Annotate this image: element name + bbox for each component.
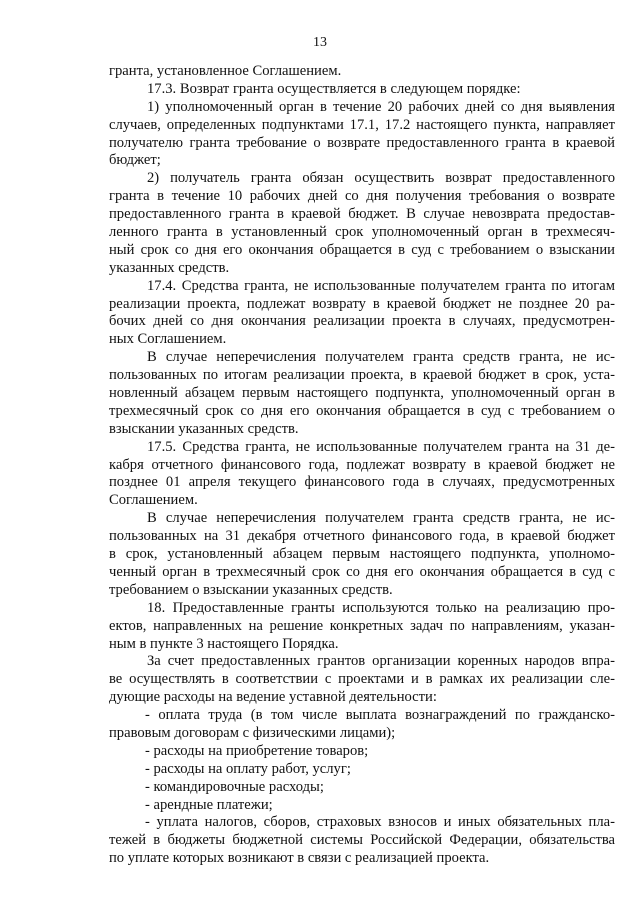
text-line: тежей в бюджеты бюджетной системы Российской Федерации, обязательства xyxy=(109,832,615,849)
text-line: предоставленного гранта в краевой бюджет. В случае невозврата предостав- xyxy=(109,206,615,223)
text-line: новленный абзацем первым настоящего подпункта, уполномоченный орган в xyxy=(109,385,615,402)
text-line: - оплата труда (в том числе выплата вознаграждений по гражданско- xyxy=(145,707,615,724)
text-line: взыскании указанных средств. xyxy=(109,420,299,437)
text-line: За счет предоставленных грантов организации коренных народов впра- xyxy=(147,653,615,670)
text-line: ный срок со дня его окончания обращается в суд с требованием о взыскании xyxy=(109,241,615,258)
text-line: - расходы на оплату работ, услуг; xyxy=(145,760,351,777)
text-line: 1) уполномоченный орган в течение 20 рабочих дней со дня выявления xyxy=(147,98,615,115)
text-line: ным в пункте 3 настоящего Порядка. xyxy=(109,635,339,652)
text-line: позднее 01 апреля текущего финансового года в случаях, предусмотренных xyxy=(109,474,615,491)
text-line: ных Соглашением. xyxy=(109,331,227,348)
text-line: ченный орган в трехмесячный срок со дня его окончания обращается в суд с xyxy=(109,563,615,580)
text-line: ектов, направленных на решение конкретных задач по направлениям, указан- xyxy=(109,617,615,634)
text-line: получателю гранта требование о возврате предоставленного гранта в краевой xyxy=(109,134,615,151)
text-line: кабря отчетного финансового года, подлежат возврату в краевой бюджет не xyxy=(109,456,615,473)
text-line: пользованных по итогам реализации проекта, в краевой бюджет в срок, уста- xyxy=(109,367,615,384)
page-number: 13 xyxy=(313,35,327,50)
text-line: трехмесячный срок со дня его окончания обращается в суд с требованием о xyxy=(109,402,615,419)
text-line: Соглашением. xyxy=(109,492,198,509)
text-line: - арендные платежи; xyxy=(145,796,273,813)
text-line: - командировочные расходы; xyxy=(145,778,324,795)
text-line: бочих дней со дня окончания реализации проекта в случаях, предусмотрен- xyxy=(109,313,615,330)
text-line: пользованных на 31 декабря отчетного финансового года, в краевой бюджет xyxy=(109,528,615,545)
text-line: правовым договорам с физическими лицами); xyxy=(109,724,396,741)
text-line: 17.3. Возврат гранта осуществляется в следующем порядке: xyxy=(147,80,521,97)
text-line: 2) получатель гранта обязан осуществить возврат предоставленного xyxy=(147,170,615,187)
text-line: ве осуществлять в соответствии с проектами и в рамках их реализации сле- xyxy=(109,671,615,688)
text-line: гранта, установленное Соглашением. xyxy=(109,63,342,79)
text-line: В случае неперечисления получателем гранта средств гранта, не ис- xyxy=(147,510,615,527)
text-line: 17.4. Средства гранта, не использованные получателем гранта по итогам xyxy=(147,277,615,294)
text-line: требованием о взыскании указанных средств. xyxy=(109,581,393,598)
text-line: - расходы на приобретение товаров; xyxy=(145,742,369,759)
text-line: по уплате которых возникают в связи с реализацией проекта. xyxy=(109,850,490,867)
text-line: 18. Предоставленные гранты используются только на реализацию про- xyxy=(147,599,615,616)
text-line: в срок, установленный абзацем первым настоящего подпункта, уполномо- xyxy=(109,546,615,563)
text-line: - уплата налогов, сборов, страховых взносов и иных обязательных пла- xyxy=(145,814,615,831)
text-line: В случае неперечисления получателем гранта средств гранта, не ис- xyxy=(147,349,615,366)
text-line: дующие расходы на ведение уставной деятельности: xyxy=(109,689,437,706)
document-body xyxy=(109,63,615,868)
text-line: указанных средств. xyxy=(109,259,230,276)
text-line: случаев, определенных подпунктами 17.1, 17.2 настоящего пункта, направляет xyxy=(109,116,615,133)
text-line: реализации проекта, подлежат возврату в краевой бюджет не позднее 20 ра- xyxy=(109,295,615,312)
text-line: гранта в течение 10 рабочих дней со дня получения требования о возврате xyxy=(109,188,615,205)
text-line: бюджет; xyxy=(109,152,161,169)
text-line: ленного гранта в установленный срок уполномоченный орган в трехмесяч- xyxy=(109,224,615,241)
text-line: 17.5. Средства гранта, не использованные получателем гранта на 31 де- xyxy=(147,438,615,455)
